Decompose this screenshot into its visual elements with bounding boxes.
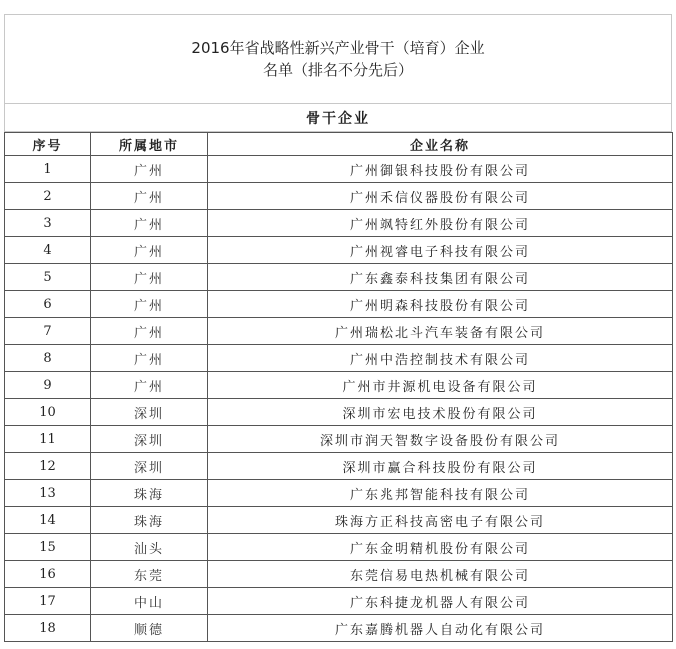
document-sheet	[4, 14, 672, 642]
row-city: 广州	[91, 372, 208, 399]
row-company-name: 深圳市赢合科技股份有限公司	[208, 453, 673, 480]
row-city: 深圳	[91, 426, 208, 453]
table-row	[5, 507, 673, 534]
table-row	[5, 237, 673, 264]
row-company-name: 广州瑞松北斗汽车装备有限公司	[208, 318, 673, 345]
row-number: 17	[5, 588, 91, 615]
row-number: 16	[5, 561, 91, 588]
table-row	[5, 318, 673, 345]
table-row	[5, 453, 673, 480]
row-number: 6	[5, 291, 91, 318]
section-label: 骨干企业	[4, 104, 672, 132]
row-company-name: 广州市井源机电设备有限公司	[208, 372, 673, 399]
row-city: 东莞	[91, 561, 208, 588]
table-row	[5, 210, 673, 237]
row-company-name: 广州明森科技股份有限公司	[208, 291, 673, 318]
document-title	[4, 14, 672, 104]
row-city: 广州	[91, 345, 208, 372]
row-city: 中山	[91, 588, 208, 615]
table-row	[5, 291, 673, 318]
row-company-name: 广州御银科技股份有限公司	[208, 156, 673, 183]
table-row	[5, 588, 673, 615]
row-number: 3	[5, 210, 91, 237]
row-company-name: 深圳市润天智数字设备股份有限公司	[208, 426, 673, 453]
row-city: 汕头	[91, 534, 208, 561]
row-city: 广州	[91, 237, 208, 264]
row-number: 1	[5, 156, 91, 183]
row-company-name: 广东兆邦智能科技有限公司	[208, 480, 673, 507]
title-line-2: 名单（排名不分先后）	[262, 61, 413, 79]
row-number: 13	[5, 480, 91, 507]
row-city: 深圳	[91, 453, 208, 480]
table-row	[5, 426, 673, 453]
table-row	[5, 183, 673, 210]
table-row	[5, 264, 673, 291]
row-city: 广州	[91, 156, 208, 183]
column-header-name: 企业名称	[208, 133, 673, 156]
row-company-name: 广东嘉腾机器人自动化有限公司	[208, 615, 673, 642]
row-company-name: 广东金明精机股份有限公司	[208, 534, 673, 561]
enterprise-table	[4, 132, 673, 642]
row-number: 7	[5, 318, 91, 345]
row-company-name: 广州禾信仪器股份有限公司	[208, 183, 673, 210]
row-number: 8	[5, 345, 91, 372]
column-header-no: 序号	[5, 133, 91, 156]
row-city: 广州	[91, 291, 208, 318]
row-city: 珠海	[91, 507, 208, 534]
row-number: 18	[5, 615, 91, 642]
table-row	[5, 480, 673, 507]
row-number: 9	[5, 372, 91, 399]
row-company-name: 深圳市宏电技术股份有限公司	[208, 399, 673, 426]
row-number: 5	[5, 264, 91, 291]
row-city: 广州	[91, 264, 208, 291]
row-number: 10	[5, 399, 91, 426]
table-header-row	[5, 133, 673, 156]
table-row	[5, 534, 673, 561]
table-row	[5, 372, 673, 399]
row-number: 4	[5, 237, 91, 264]
row-city: 深圳	[91, 399, 208, 426]
row-company-name: 广州飒特红外股份有限公司	[208, 210, 673, 237]
row-company-name: 珠海方正科技高密电子有限公司	[208, 507, 673, 534]
row-number: 12	[5, 453, 91, 480]
table-row	[5, 561, 673, 588]
table-row	[5, 345, 673, 372]
row-company-name: 广东鑫泰科技集团有限公司	[208, 264, 673, 291]
table-body	[5, 156, 673, 642]
row-company-name: 东莞信易电热机械有限公司	[208, 561, 673, 588]
table-row	[5, 615, 673, 642]
row-city: 珠海	[91, 480, 208, 507]
row-company-name: 广州中浩控制技术有限公司	[208, 345, 673, 372]
table-row	[5, 399, 673, 426]
row-number: 2	[5, 183, 91, 210]
row-city: 顺德	[91, 615, 208, 642]
table-row	[5, 156, 673, 183]
row-city: 广州	[91, 210, 208, 237]
row-city: 广州	[91, 183, 208, 210]
row-number: 15	[5, 534, 91, 561]
row-company-name: 广州视睿电子科技有限公司	[208, 237, 673, 264]
title-line-1: 2016年省战略性新兴产业骨干（培育）企业	[191, 39, 485, 57]
row-number: 11	[5, 426, 91, 453]
row-number: 14	[5, 507, 91, 534]
column-header-city: 所属地市	[91, 133, 208, 156]
row-city: 广州	[91, 318, 208, 345]
row-company-name: 广东科捷龙机器人有限公司	[208, 588, 673, 615]
